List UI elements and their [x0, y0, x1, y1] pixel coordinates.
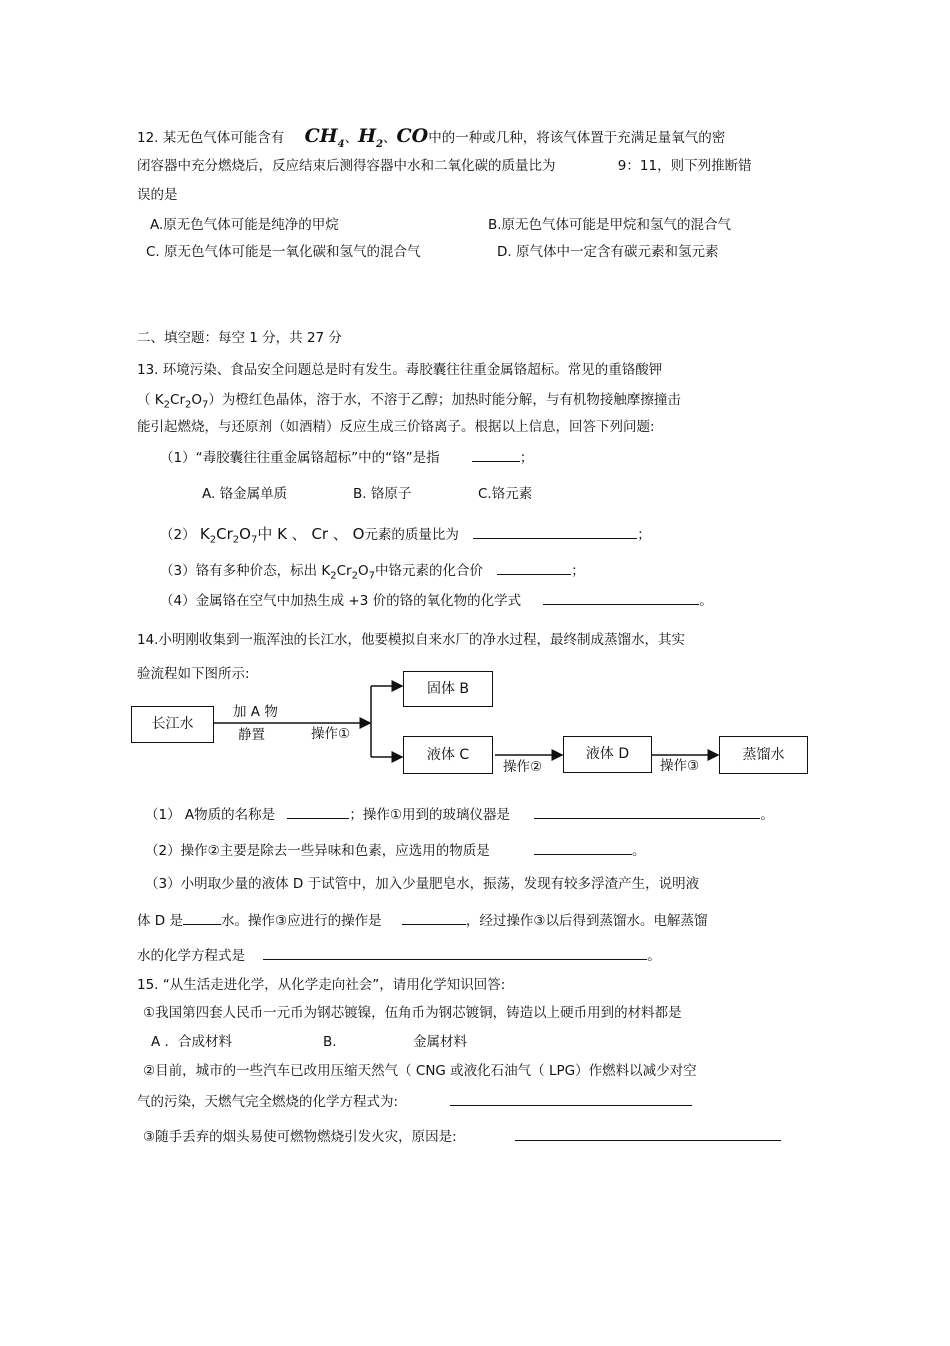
- q15-part1: ①我国第四套人民币一元币为钢芯镀镍，伍角币为钢芯镀铜，铸造以上硬币用到的材料都是: [143, 1005, 682, 1021]
- punctuation: ；: [637, 527, 651, 543]
- separator: 、: [344, 130, 359, 146]
- subscript: 7: [202, 399, 209, 411]
- flow-box-liquid-d: 液体 D: [563, 736, 652, 773]
- q14-part3-line2: [137, 910, 708, 930]
- q12-option-b: B.原无色气体可能是甲烷和氢气的混合气: [488, 217, 732, 233]
- q13-part4-text: （4）金属铬在空气中加热生成 +3 价的铬的氧化物的化学式: [160, 593, 522, 609]
- q13-text: （ K: [137, 392, 164, 408]
- flow-box-yangtze-water: 长江水: [131, 706, 214, 743]
- q13-part3-text: 中铬元素的化合价: [374, 563, 483, 579]
- q14-part1: [145, 804, 774, 824]
- q12-text: 闭容器中充分燃烧后，反应结束后测得容器中水和二氧化碳的质量比为: [137, 158, 556, 174]
- answer-blank[interactable]: [402, 910, 466, 925]
- q14-part3-text: 水的化学方程式是: [137, 948, 245, 964]
- answer-blank[interactable]: [263, 945, 647, 960]
- answer-blank[interactable]: [183, 910, 221, 925]
- q13-part1-option-a: A. 铬金属单质: [202, 486, 288, 502]
- q13-part2-text: K: [199, 525, 210, 543]
- q14-part3-text: 水。操作③应进行的操作是: [220, 913, 382, 929]
- subscript: 2: [185, 399, 192, 411]
- flow-step-add-a: 加 A 物: [233, 704, 278, 720]
- flow-operation-2: 操作②: [503, 759, 543, 775]
- q12-option-c: C. 原无色气体可能是一氧化碳和氢气的混合气: [146, 244, 421, 260]
- q13-part2-text: O: [239, 525, 251, 543]
- punctuation: ；: [519, 450, 534, 466]
- q13-part2-text: （2）: [160, 527, 196, 543]
- q15-part1-option-b-text: 金属材料: [413, 1034, 467, 1050]
- separator: 、: [383, 130, 397, 146]
- formula-co: CO: [396, 125, 429, 147]
- q13-part3-text: （3）铬有多种价态，标出 K: [160, 563, 331, 579]
- subscript: 2: [232, 534, 240, 546]
- punctuation: 。: [647, 948, 661, 964]
- answer-blank[interactable]: [450, 1091, 692, 1106]
- q13-text: O: [191, 392, 203, 408]
- q12-option-a: A.原无色气体可能是纯净的甲烷: [150, 217, 339, 233]
- q15-part2-line1: ②目前，城市的一些汽车已改用压缩天然气（ CNG 或液化石油气（ LPG）作燃料以减少对空: [143, 1063, 697, 1079]
- q14-part1-text: ；操作①用到的玻璃仪器是: [349, 807, 511, 823]
- q12-option-d: D. 原气体中一定含有碳元素和氢元素: [497, 244, 719, 260]
- punctuation: 。: [699, 593, 713, 609]
- q13-part1-text: （1）“毒胶囊往往重金属铬超标”中的“铬”是指: [160, 450, 440, 466]
- punctuation: 。: [760, 807, 774, 823]
- q15-part3: [143, 1126, 781, 1146]
- answer-blank[interactable]: [287, 804, 349, 819]
- q14-part2-text: （2）操作②主要是除去一些异味和色素，应选用的物质是: [145, 843, 490, 859]
- q12-line3: 误的是: [137, 187, 178, 203]
- q14-part3-text: ，经过操作③以后得到蒸馏水。电解蒸馏: [465, 913, 708, 929]
- flow-operation-3: 操作③: [660, 758, 700, 774]
- q15-part1-option-b: B.: [323, 1034, 337, 1050]
- q15-part3-text: ③随手丢弃的烟头易使可燃物燃烧引发火灾，原因是:: [143, 1129, 457, 1145]
- flow-box-distilled-water: 蒸馏水: [719, 736, 808, 774]
- q13-part1-option-b: B. 铬原子: [353, 486, 412, 502]
- q12-text: 12. 某无色气体可能含有: [137, 130, 285, 146]
- q13-part1-option-c: C.铬元素: [478, 486, 533, 502]
- q13-line3: 能引起燃烧，与还原剂（如酒精）反应生成三价铬离子。根据以上信息，回答下列问题:: [137, 419, 655, 435]
- flow-operation-1: 操作①: [311, 726, 351, 742]
- q14-part3-line1: （3）小明取少量的液体 D 于试管中，加入少量肥皂水，振荡，发现有较多浮渣产生，说明液: [145, 876, 700, 892]
- q15-line1: 15. “从生活走进化学，从化学走向社会”，请用化学知识回答:: [137, 977, 506, 993]
- formula-h2-sub: 2: [376, 138, 384, 150]
- answer-blank[interactable]: [534, 840, 632, 855]
- subscript: 2: [163, 399, 171, 411]
- subscript: 7: [250, 534, 258, 546]
- q13-part2-text: Cr: [216, 525, 233, 543]
- subscript: 2: [351, 570, 358, 582]
- q15-part1-option-a: A ．合成材料: [151, 1034, 233, 1050]
- formula-h2-main: H: [358, 125, 377, 147]
- q12-text: 9：11，则下列推断错: [617, 158, 752, 174]
- q14-part1-text: （1） A物质的名称是: [145, 807, 276, 823]
- subscript: 2: [330, 570, 337, 582]
- q14-line1: 14.小明刚收集到一瓶浑浊的长江水，他要模拟自来水厂的净水过程，最终制成蒸馏水，其实: [137, 632, 685, 648]
- q12-text: 中的一种或几种，将该气体置于充满足量氧气的密: [428, 130, 726, 146]
- formula-ch4-main: CH: [304, 125, 338, 147]
- q13-text: Cr: [170, 392, 186, 408]
- flow-box-liquid-c: 液体 C: [403, 736, 493, 774]
- q13-part2-text: 元素的质量比为: [364, 527, 459, 543]
- q15-part2-text: 气的污染，天燃气完全燃烧的化学方程式为:: [137, 1094, 399, 1110]
- punctuation: 。: [632, 843, 646, 859]
- q13-part2-text: 中 K 、 Cr 、 O: [257, 525, 365, 543]
- q14-line2: 验流程如下图所示:: [137, 666, 250, 682]
- answer-blank[interactable]: [534, 804, 760, 819]
- flow-box-solid-b: 固体 B: [403, 671, 493, 707]
- punctuation: ；: [571, 563, 585, 579]
- section-title: 二、填空题：每空 1 分，共 27 分: [137, 330, 342, 346]
- subscript: 7: [368, 570, 375, 582]
- flow-step-settle: 静置: [238, 727, 265, 743]
- q14-part3-text: 体 D 是: [137, 913, 183, 929]
- q13-text: ）为橙红色晶体，溶于水，不溶于乙醇；加热时能分解，与有机物接触摩擦撞击: [208, 392, 681, 408]
- subscript: 2: [209, 534, 217, 546]
- q15-part2-line2: [137, 1091, 692, 1111]
- q14-part3-line3: [137, 945, 661, 965]
- q13-part3-text: O: [357, 563, 369, 579]
- answer-blank[interactable]: [515, 1126, 781, 1141]
- q13-line1: 13. 环境污染、食品安全问题总是时有发生。毒胶囊往往重金属铬超标。常见的重铬酸钾: [137, 362, 663, 378]
- q13-part3-text: Cr: [336, 563, 352, 579]
- formula-ch4-sub: 4: [337, 138, 345, 150]
- q14-part2: [145, 840, 646, 860]
